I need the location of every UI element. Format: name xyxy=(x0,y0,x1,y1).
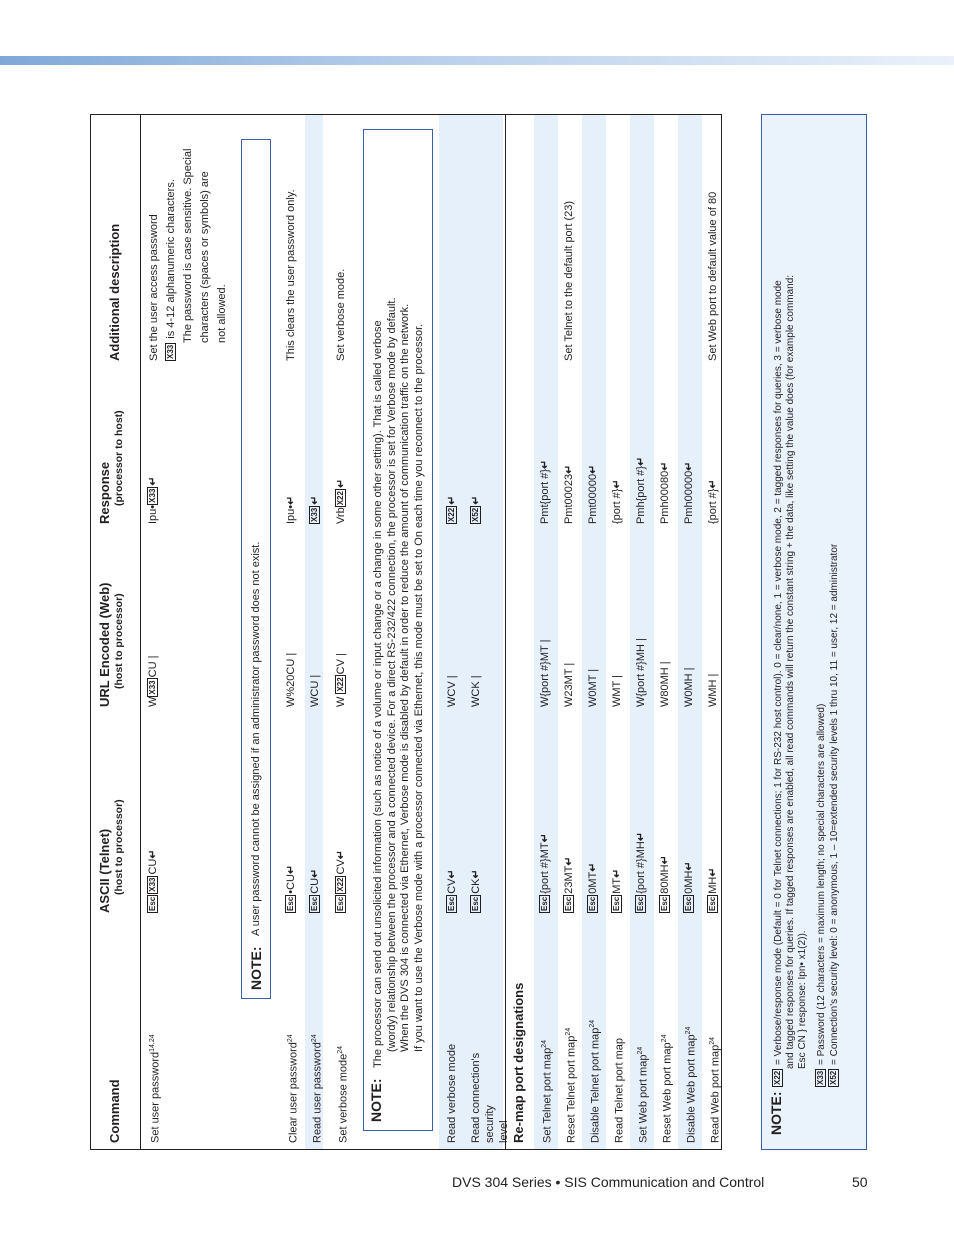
description-cell: Set the user access password X33 is 4-12 alphanumeric characters. The password is case sensitive. Special characters (spaces or symbols) are not allowed. xyxy=(148,148,228,361)
page-number: 50 xyxy=(852,1174,868,1190)
ascii-cell: EscX33CU↵ xyxy=(147,849,159,911)
header-command: Command xyxy=(107,1079,122,1143)
response-cell: Ipu•X33↵ xyxy=(147,476,159,524)
table-header xyxy=(91,115,141,1149)
section-remap-ports: Re-map port designations xyxy=(511,982,526,1143)
header-response: Response (processor to host) xyxy=(97,410,125,524)
rotated-page-content xyxy=(90,114,867,1150)
url-cell: WX33CU | xyxy=(147,655,159,707)
header-ascii: ASCII (Telnet) (host to processor) xyxy=(97,799,125,913)
header-url: URL Encoded (Web) (host to processor) xyxy=(97,582,125,707)
footer-title: DVS 304 Series • SIS Communication and Control xyxy=(452,1174,765,1190)
note-legend: NOTE: X22 = Verbose/response mode (Default = 0 for Telnet connections; 1 for RS-232 host control). 0 = clear/none, 1 = verbose mode, 2 = tagged responses for queries, 3 = verbose mode and tagged responses for queries. If tagged responses are enabled, all read commands will return the constant string + the data, like setting the value does (for example command: Esc CN } response: Ipn• x1(2)). X33 = Password (12 characters = maximum length; no special characters are allowed) X52 = Connection's security level: 0 = anonymous, 1 – 10=extended security levels 1 thru 10, 11 = user, 12 = administrator xyxy=(761,114,867,1150)
header-description: Additional description xyxy=(107,223,122,361)
note-admin-password: NOTE: A user password cannot be assigned if an administrator password does not exist. xyxy=(241,139,271,999)
command-cell: Set user password$^{14,24}$ xyxy=(149,1034,162,1143)
note-verbose-mode: NOTE: The processor can send out unsolicited information (such as notice of a volume or input change or a change in some other setting). That is called verbose (wordy) relationship between the processor and a connected device. For a direct RS-232/422 connection, the processor is set for Verbose mode by default. When the DVS 304 is connected via Ethernet, Verbose mode is disabled by default in order to reduce the amount of communication traffic on the network. If you want to use the Verbose mode with a processor connected via Ethernet, this mode must be set to On each time you reconnect to the processor. xyxy=(363,129,433,1131)
header-bar xyxy=(0,56,954,65)
command-table: Command ASCII (Telnet) (host to processor) URL Encoded (Web) (host to processor) Response (processor to host) Additional description Set user password$^{14,24}$ EscX33CU↵ WX33CU | Ipu•X33↵ Set the user access password X33 is 4-12 alphanumeric characters. The password is case sensitive. Special characters (spaces or symbols) are not allowed. NOTE: A user password cannot be assigned if an administrator password does not exist. Clear user password$^{24}$ Esc•CU↵ W%20CU | Ipu•↵ This clears the user password only. Read user password$^{24}$ EscCU↵ WCU | X33↵ Set verbose mode$^{24}$ EscX22CV↵ W X22CV | VrbX22↵ Set verbose mode. NOTE: The processor can send out unsolicited information (such as notice of a volume or input change or a change in some other setting). That is called verbose (wordy) relationship between the processor and a connected device. For a direct RS-232/422 connection, the processor is set for Verbose mode by default. When the DVS 304 is connected via Ethernet, Verbose mode is disabled by default in order to reduce the amount of communication traffic on the network. If you want to use the Verbose mode with a processor connected via Ethernet, this mode must be set to On each time you reconnect to the processor. Read verbose mode EscCV↵ WCV | X22↵ Read connection's security level EscCK↵ WCK | X52↵ Re-map port designations Set Telnet port map$^{24}$ Esc{port #}MT↵ W{port #}MT | Pmt{port #}↵ Reset Telnet port map$^{24}$ Esc23MT↵ W23MT | Pmt00023↵ Set Telnet to the default port (23) Disable Telnet port map$^{24}$ Esc0MT↵ W0MT | Pmt00000↵ Read Telnet port map EscMT↵ WMT | {port #}↵ Set Web port map$^{24}$ Esc{port #}MH↵ W{port #}MH | Pmh{port #}↵ Reset Web port map$^{24}$ Esc80MH↵ W80MH | Pmh00080↵ Disable Web port map$^{24}$ Esc0MH↵ W0MH | Pmh00000↵ Read Web port map$^{24}$ EscMH↵ WMH | {port #}↵ Set Web port to default value of 80 xyxy=(90,114,722,1150)
